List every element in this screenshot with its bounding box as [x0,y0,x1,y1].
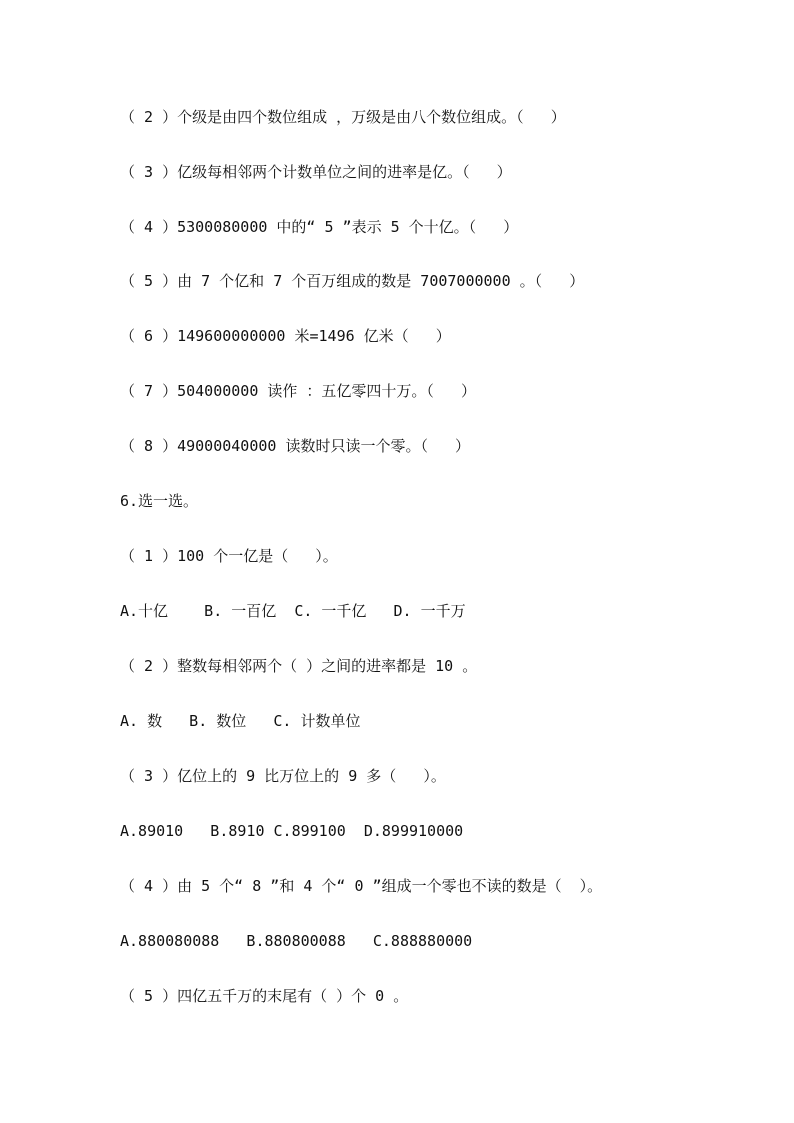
true-false-item-3: （ 3 ）亿级每相邻两个计数单位之间的进率是亿。（ ） [120,163,512,181]
choice-options-2: A. 数 B. 数位 C. 计数单位 [120,712,361,730]
choice-question-5: （ 5 ）四亿五千万的末尾有（ ）个 0 。 [120,987,409,1005]
choice-question-3: （ 3 ）亿位上的 9 比万位上的 9 多（ ）。 [120,767,446,785]
true-false-item-6: （ 6 ）149600000000 米=1496 亿米（ ） [120,327,451,345]
choice-options-3: A.89010 B.8910 C.899100 D.899910000 [120,822,464,840]
true-false-item-4: （ 4 ）5300080000 中的“ 5 ”表示 5 个十亿。（ ） [120,218,519,236]
choice-options-4: A.880080088 B.880800088 C.888880000 [120,932,473,950]
true-false-item-8: （ 8 ）49000040000 读数时只读一个零。（ ） [120,437,471,455]
true-false-item-7: （ 7 ）504000000 读作 ：五亿零四十万。（ ） [120,382,477,400]
true-false-item-5: （ 5 ）由 7 个亿和 7 个百万组成的数是 7007000000 。（ ） [120,272,585,290]
choice-question-2: （ 2 ）整数每相邻两个（ ）之间的进率都是 10 。 [120,657,478,675]
true-false-item-2: （ 2 ）个级是由四个数位组成 ，万级是由八个数位组成。（ ） [120,108,566,126]
choice-question-4: （ 4 ）由 5 个“ 8 ”和 4 个“ 0 ”组成一个零也不读的数是（ ）。 [120,877,603,895]
choice-options-1: A.十亿 B. 一百亿 C. 一千亿 D. 一千万 [120,602,466,620]
section-heading-choice: 6.选一选。 [120,492,199,510]
choice-question-1: （ 1 ）100 个一亿是（ ）。 [120,547,338,565]
